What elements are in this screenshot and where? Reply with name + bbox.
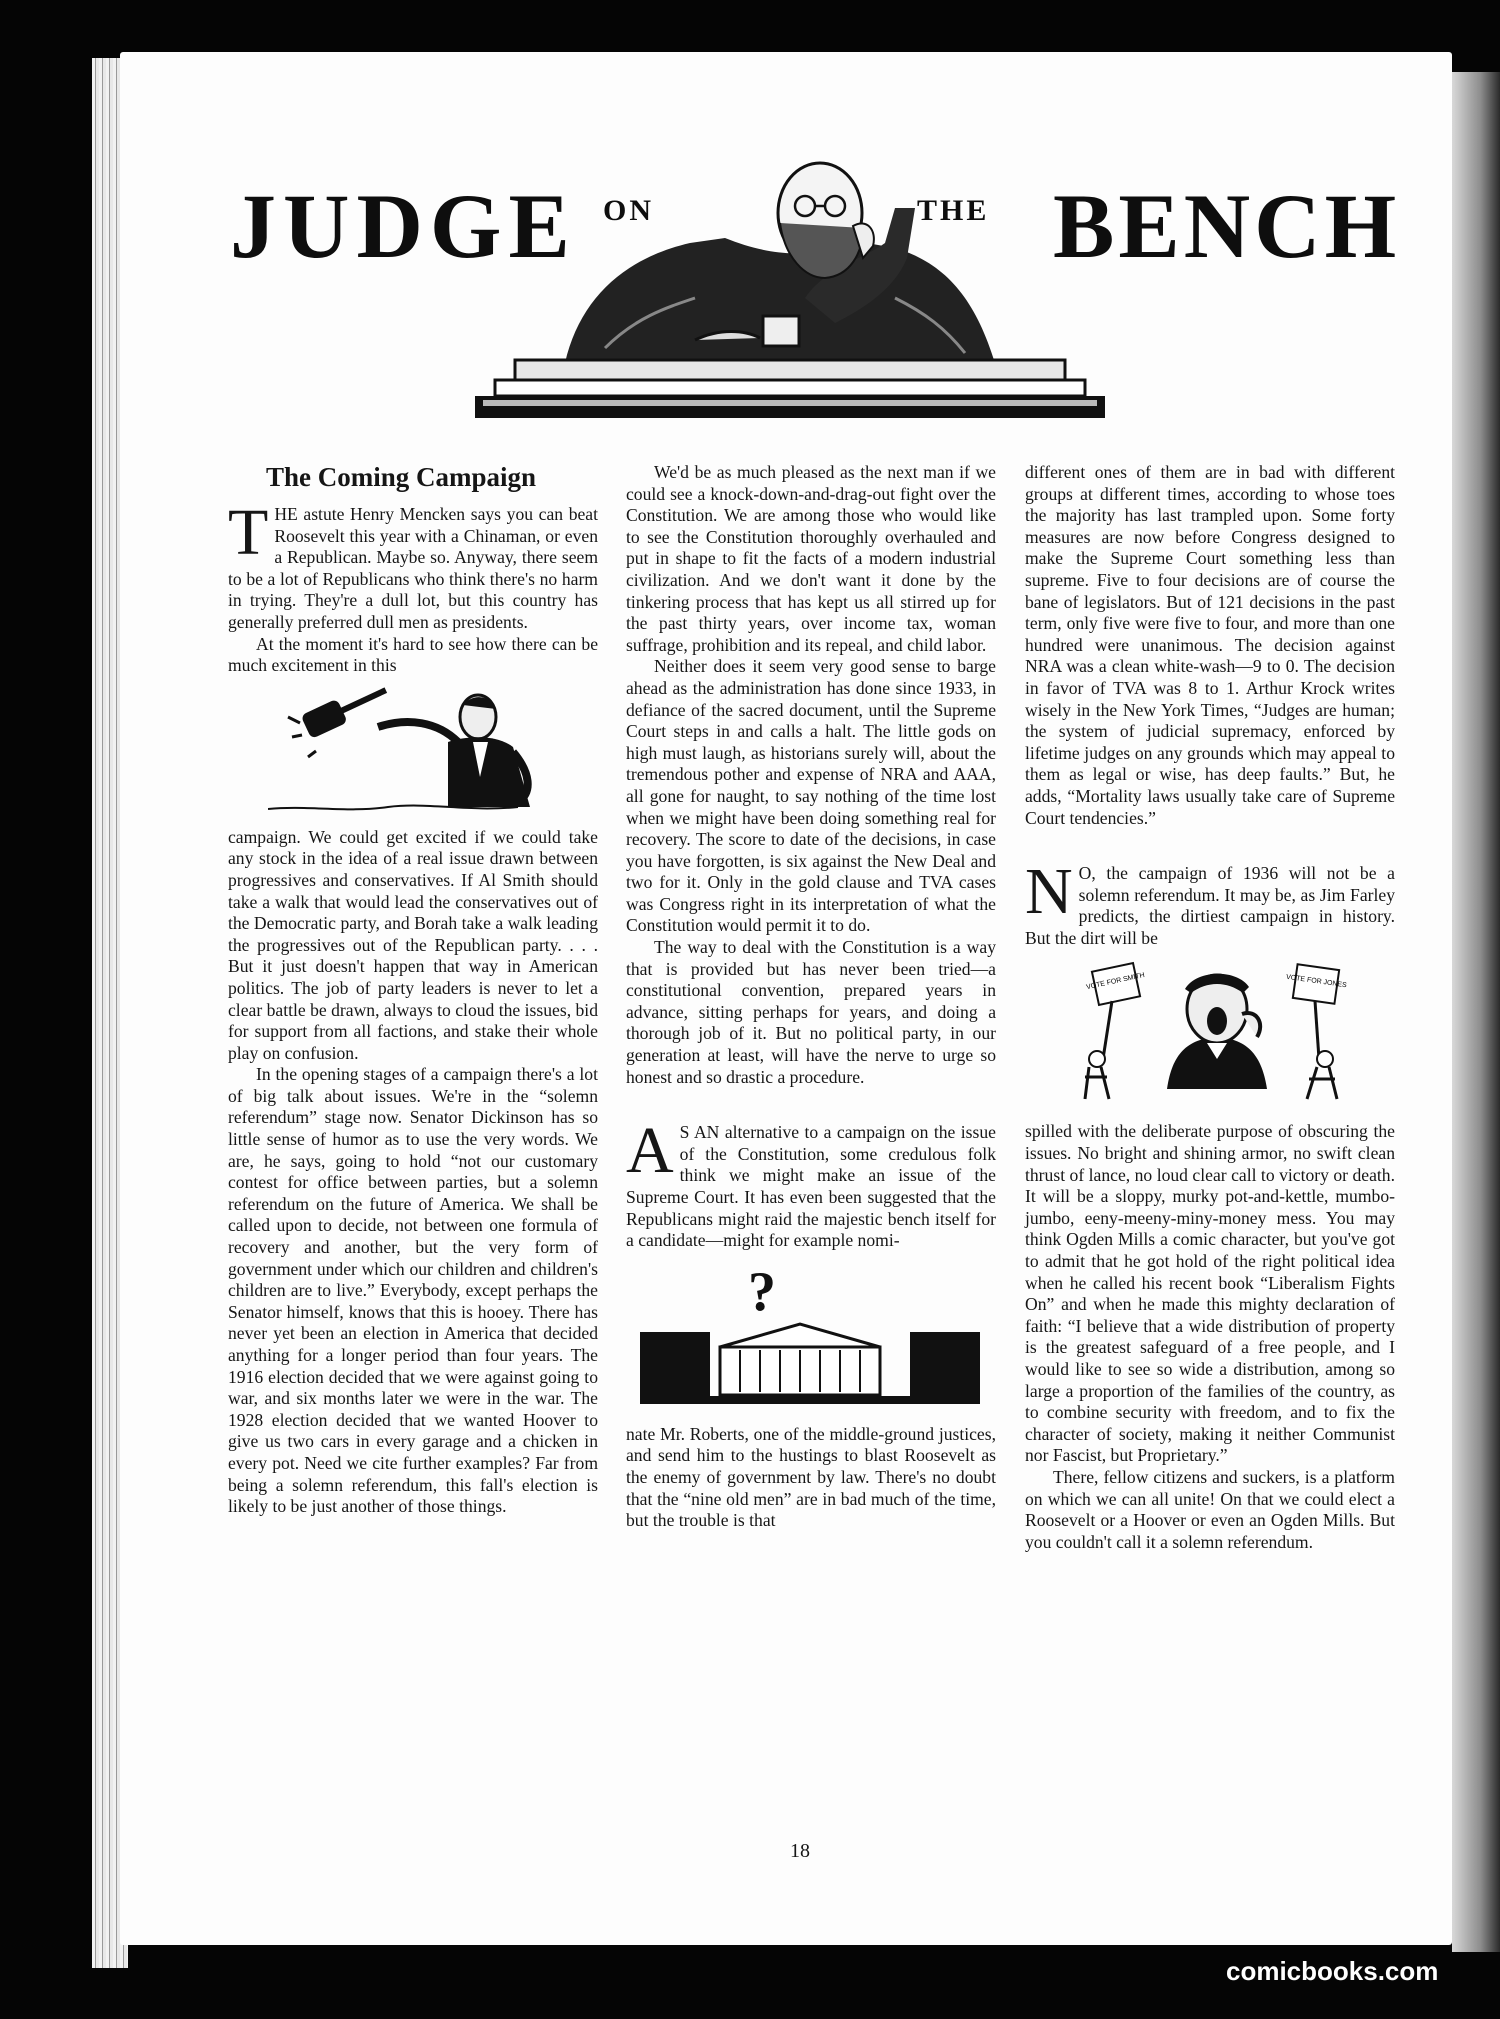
paragraph-text: O, the campaign of 1936 will not be a solemn referendum. It may be, as Jim Farley predicts, the dirtiest campaign in history. But the dirt will be <box>1025 863 1395 948</box>
paragraph: campaign. We could get excited if we could take any stock in the idea of a real issue drawn between progressives and conservatives. If Al Smith should take a walk that would lead the conservatives out of the Democratic party, and Borah take a walk leading the progressives out of the Republican party. . . . But it just doesn't happen that way in American politics. The job of party leaders is never to let a clear battle be drawn, always to cloud the issues, bid for support from all factions, and stake their whole play on confusion. <box>228 826 598 1063</box>
paragraph: The way to deal with the Constitution is a way that is provided but has never been tried—a constitutional convention, prepared years in advance, sitting perhaps for years, and doing a thorough job of it. But no political party, in our generation at least, will have the nerve to urge so honest and so drastic a procedure. <box>626 937 996 1087</box>
page-number: 18 <box>790 1840 810 1862</box>
white-house-question-illustration <box>640 1262 980 1412</box>
judge-illustration <box>475 148 1105 438</box>
paragraph: Neither does it seem very good sense to barge ahead as the administration has done since 1933, in defiance of the sacred document, until the Supreme Court steps in and calls a halt. The little gods on high must laugh, as historians surely will, about the tremendous pother and expense of NRA and AAA, all gone for naught, to say nothing of the time lost when we might have been doing something real for recovery. The score to date of the decisions, in case you have forgotten, is six against the New Deal and two for it. Only in the gold clause and TVA cases was Congress right in its interpretation of what the Constitution would permit it to do. <box>626 656 996 936</box>
paragraph-text: HE astute Henry Mencken says you can beat Roosevelt this year with a Chinaman, or even a Republican. Maybe so. Anyway, there seem to be a lot of Republicans who think there's no harm in trying. They're a dull lot, but this country has generally preferred dull men as presidents. <box>228 504 598 632</box>
paragraph: At the moment it's hard to see how there can be much excitement in this <box>228 633 598 676</box>
facing-page-edge <box>1452 72 1500 1952</box>
yawning-man-illustration <box>1067 959 1367 1109</box>
paragraph <box>228 496 598 634</box>
paragraph: In the opening stages of a campaign there's a lot of big talk about issues. We're in the “solemn referendum” stage now. Senator Dickinson has so little sense of humor as to use the very words. We are, he says, going to hold “not our customary contest for office between parties, but a solemn referendum on the future of America. We shall be called upon to decide, not between one formula of recovery and another, but the very form of government under which our children and children's children are to live.” Everybody, except perhaps the Senator himself, knows that this is hooey. There has never yet been an election in America that decided anything for a longer period than four years. The 1916 election decided that we were against going to war, and six months later we were in the war. The 1928 election decided that we wanted Hoover to give us two cars in every garage and a chicken in every pot. Need we cite further examples? Far from being a solemn referendum, this fall's election is likely to be just another of those things. <box>228 1064 598 1517</box>
paragraph: spilled with the deliberate purpose of obscuring the issues. No bright and shining armor, no swift clean thrust of lance, no loud clear call to victory or death. It will be a sloppy, murky pot-and-kettle, mumbo-jumbo, eeny-meeny-miny-money mess. You may think Ogden Mills a comic character, but you've got to admit that he got hold of the right political idea when he called his recent book “Liberalism Fights On” and when he made this mighty declaration of faith: “I believe that a wide distribution of property is the greatest safeguard of a free people, and I would like to see so wide a distribution, among so large a proportion of the families of the country, as to combine security with freedom, and to fix the character of society, making it neither Communist nor Fascist, but Proprietary.” <box>1025 1121 1395 1466</box>
drop-cap: A <box>626 1114 674 1188</box>
article-column-3 <box>1025 462 1395 1553</box>
paragraph-text: S AN alternative to a campaign on the issue of the Constitution, some credulous folk think we might make an issue of the Supreme Court. It has even been suggested that the Republicans might raid the majestic bench itself for a candidate—might for example nomi- <box>626 1122 996 1251</box>
drop-cap: T <box>228 496 269 569</box>
gavel-man-illustration <box>268 687 578 815</box>
title-word-on: ON <box>603 194 654 227</box>
paragraph <box>1025 855 1395 949</box>
paragraph <box>626 1114 996 1252</box>
svg-text:?: ? <box>748 1261 776 1323</box>
sign-left-text: VOTE FOR SMITH <box>1085 972 1146 992</box>
article-column-1 <box>228 462 598 1518</box>
drop-cap: N <box>1025 855 1073 929</box>
title-word-the: THE <box>917 194 990 227</box>
sign-right-text: VOTE FOR JONES <box>1285 974 1348 990</box>
title-word-judge: JUDGE <box>230 175 577 277</box>
title-word-bench: BENCH <box>1053 175 1401 277</box>
section-subtitle: The Coming Campaign <box>266 462 537 492</box>
paragraph: There, fellow citizens and suckers, is a platform on which we can all unite! On that we could elect a Roosevelt or a Hoover or even an Ogden Mills. But you couldn't call it a solemn referendum. <box>1025 1466 1395 1552</box>
paragraph: nate Mr. Roberts, one of the middle-ground justices, and send him to the hustings to blast Roosevelt as the enemy of government by law. There's no doubt that the “nine old men” are in bad much of the time, but the trouble is that <box>626 1423 996 1531</box>
paragraph: different ones of them are in bad with different groups at different times, according to whose toes the majority has last trampled upon. Some forty measures are now before Congress designed to make the Supreme Court something less than supreme. Five to four decisions are of course the bane of legislators. But of 121 decisions in the past term, only five were five to four, and more than one hundred were unanimous. The decision against NRA was a clean white-wash—9 to 0. The decision in favor of TVA was 8 to 1. Arthur Krock writes wisely in the New York Times, “Judges are human; the system of judicial supremacy, enforced by lifetime judges on any grounds which may appeal to them as legal or wise, has deep faults.” But, he adds, “Mortality laws usually take care of Supreme Court tendencies.” <box>1025 462 1395 828</box>
watermark: comicbooks.com <box>1226 1956 1439 1986</box>
paragraph: We'd be as much pleased as the next man if we could see a knock-down-and-drag-out fight over the Constitution. We are among those who would like to see the Constitution thoroughly overhauled and put in shape to fit the facts of a modern industrial civilization. And we don't want it done by the tinkering process that has kept us all stirred up for the past thirty years, over income tax, woman suffrage, prohibition and its repeal, and child labor. <box>626 462 996 655</box>
article-column-2 <box>626 462 996 1532</box>
